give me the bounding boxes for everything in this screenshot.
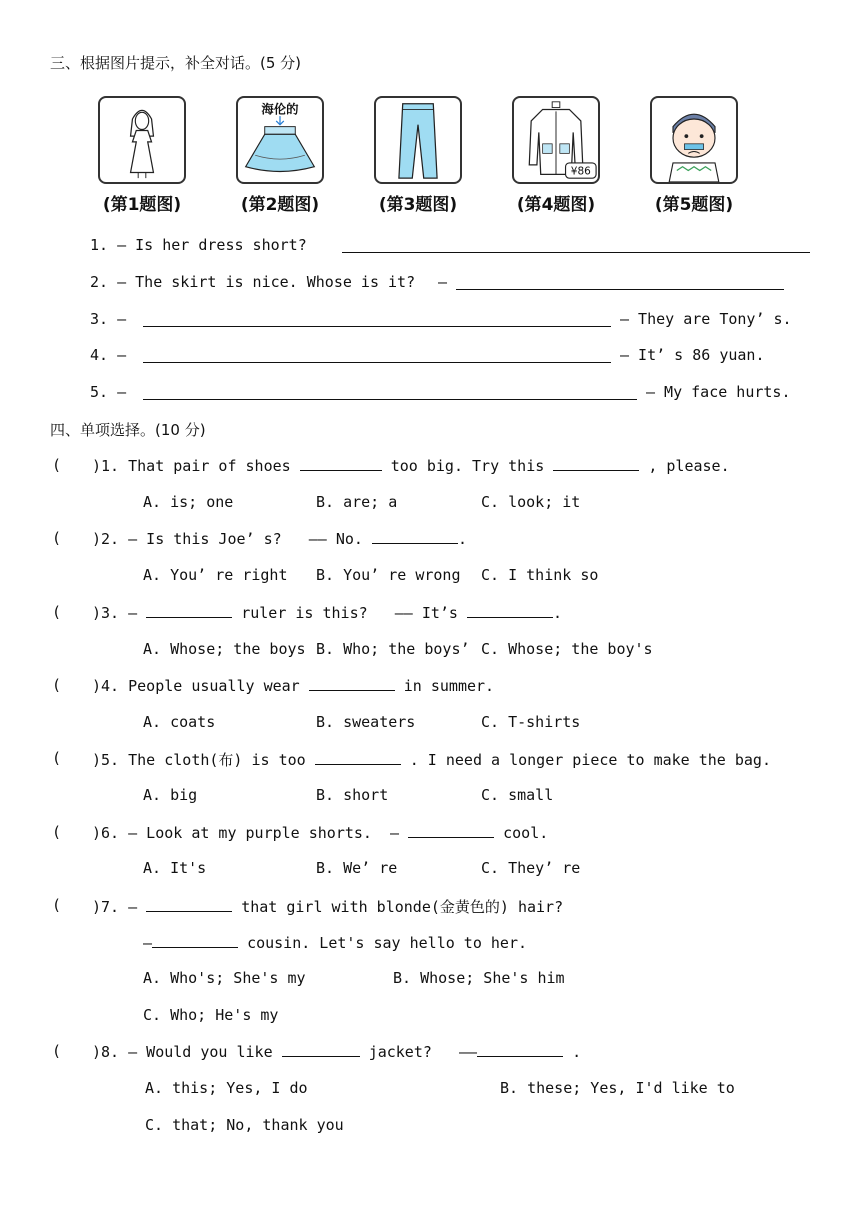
q2-blank (372, 529, 458, 544)
q2-option-a[interactable]: A. You’ re right (143, 566, 288, 584)
q7-option-a[interactable]: A. Who's; She's my (143, 969, 306, 987)
q8-option-a[interactable]: A. this; Yes, I do (145, 1079, 308, 1097)
section-3-heading: 三、根据图片提示，补全对话。(5 分) (50, 54, 302, 72)
picture-2 (236, 96, 324, 184)
q7-stem-line-2: — cousin. Let's say hello to her. (143, 934, 528, 952)
picture-1-caption: (第1题图) (102, 195, 182, 215)
picture-4-caption: (第4题图) (516, 195, 596, 215)
q5-answer-paren[interactable]: ( (52, 749, 62, 767)
q3-answer-paren[interactable]: ( (52, 603, 62, 621)
s3-item-5-prefix: 5. — (90, 383, 127, 401)
q4-option-c[interactable]: C. T-shirts (481, 713, 581, 731)
picture-3 (374, 96, 462, 184)
section-4-heading: 四、单项选择。(10 分) (50, 421, 206, 439)
q4-stem: )4. People usually wear in summer. (92, 677, 495, 695)
q8-option-b[interactable]: B. these; Yes, I'd like to (500, 1079, 735, 1097)
q3-stem: )3. — ruler is this? —— It’s . (92, 604, 563, 622)
s3-item-2-prompt: 2. — The skirt is nice. Whose is it? (90, 273, 416, 291)
picture-2-caption: (第2题图) (240, 195, 320, 215)
q7-answer-paren[interactable]: ( (52, 896, 62, 914)
picture-3-caption: (第3题图) (378, 195, 458, 215)
q6-blank (408, 823, 494, 838)
q2-option-b[interactable]: B. You’ re wrong (316, 566, 461, 584)
picture-1 (98, 96, 186, 184)
q5-option-b[interactable]: B. short (316, 786, 389, 804)
q4-blank (309, 676, 395, 691)
s3-item-5-answer-blank[interactable] (143, 399, 637, 400)
q4-answer-paren[interactable]: ( (52, 676, 62, 694)
s3-item-4-answer-blank[interactable] (143, 362, 611, 363)
s3-item-3-reply: — They are Tony’ s. (620, 310, 792, 328)
q1-option-b[interactable]: B. are; a (316, 493, 398, 511)
q6-stem: )6. — Look at my purple shorts. — cool. (92, 824, 549, 842)
q5-option-c[interactable]: C. small (481, 786, 554, 804)
q1-blank-1 (300, 456, 382, 471)
q7-option-c[interactable]: C. Who; He's my (143, 1006, 279, 1024)
boy-hurt-face-icon (652, 98, 736, 182)
s3-item-4-reply: — It’ s 86 yuan. (620, 346, 765, 364)
price-tag: ¥86 (570, 165, 591, 178)
q2-answer-paren[interactable]: ( (52, 529, 62, 547)
skirt-icon (238, 98, 322, 182)
s3-item-1-prompt: 1. — Is her dress short? (90, 236, 307, 254)
q7-option-b[interactable]: B. Whose; She's him (393, 969, 565, 987)
q1-option-c[interactable]: C. look; it (481, 493, 581, 511)
q3-blank-2 (467, 603, 553, 618)
s3-item-2-dash: — (438, 273, 448, 291)
q8-blank-2 (477, 1042, 563, 1057)
q3-option-c[interactable]: C. Whose; the boy's (481, 640, 653, 658)
q6-option-a[interactable]: A. It's (143, 859, 207, 877)
s3-item-3-answer-blank[interactable] (143, 326, 611, 327)
q3-option-a[interactable]: A. Whose; the boys (143, 640, 306, 658)
picture-5 (650, 96, 738, 184)
q2-stem: )2. — Is this Joe’ s? —— No. . (92, 530, 467, 548)
q7-blank-2 (152, 933, 238, 948)
q8-answer-paren[interactable]: ( (52, 1042, 62, 1060)
q5-stem: )5. The cloth(布) is too . I need a longer piece to make the bag. (92, 751, 771, 769)
picture-5-caption: (第5题图) (654, 195, 734, 215)
coat-icon (514, 98, 598, 182)
q6-option-b[interactable]: B. We’ re (316, 859, 398, 877)
q3-option-b[interactable]: B. Who; the boys’ (316, 640, 470, 658)
q5-blank (315, 750, 401, 765)
q3-blank-1 (146, 603, 232, 618)
skirt-owner-label: 海伦的 (261, 101, 299, 117)
s3-item-2-answer-blank[interactable] (456, 289, 784, 290)
q7-blank-1 (146, 897, 232, 912)
q8-stem: )8. — Would you like jacket? —— . (92, 1043, 582, 1061)
q6-answer-paren[interactable]: ( (52, 823, 62, 841)
q8-option-c[interactable]: C. that; No, thank you (145, 1116, 344, 1134)
q1-blank-2 (553, 456, 639, 471)
s3-item-5-reply: — My face hurts. (646, 383, 791, 401)
picture-4 (512, 96, 600, 184)
q4-option-b[interactable]: B. sweaters (316, 713, 416, 731)
q1-answer-paren[interactable]: ( (52, 456, 62, 474)
s3-item-1-answer-blank[interactable] (342, 252, 810, 253)
q2-option-c[interactable]: C. I think so (481, 566, 599, 584)
q5-option-a[interactable]: A. big (143, 786, 198, 804)
q1-option-a[interactable]: A. is; one (143, 493, 234, 511)
q6-option-c[interactable]: C. They’ re (481, 859, 581, 877)
girl-dress-icon (100, 98, 184, 182)
s3-item-4-prefix: 4. — (90, 346, 127, 364)
trousers-icon (376, 98, 460, 182)
q4-option-a[interactable]: A. coats (143, 713, 216, 731)
q7-stem: )7. — that girl with blonde(金黄色的) hair? (92, 898, 564, 916)
q1-stem: )1. That pair of shoes too big. Try this , please. (92, 457, 730, 475)
q8-blank-1 (282, 1042, 360, 1057)
s3-item-3-prefix: 3. — (90, 310, 127, 328)
